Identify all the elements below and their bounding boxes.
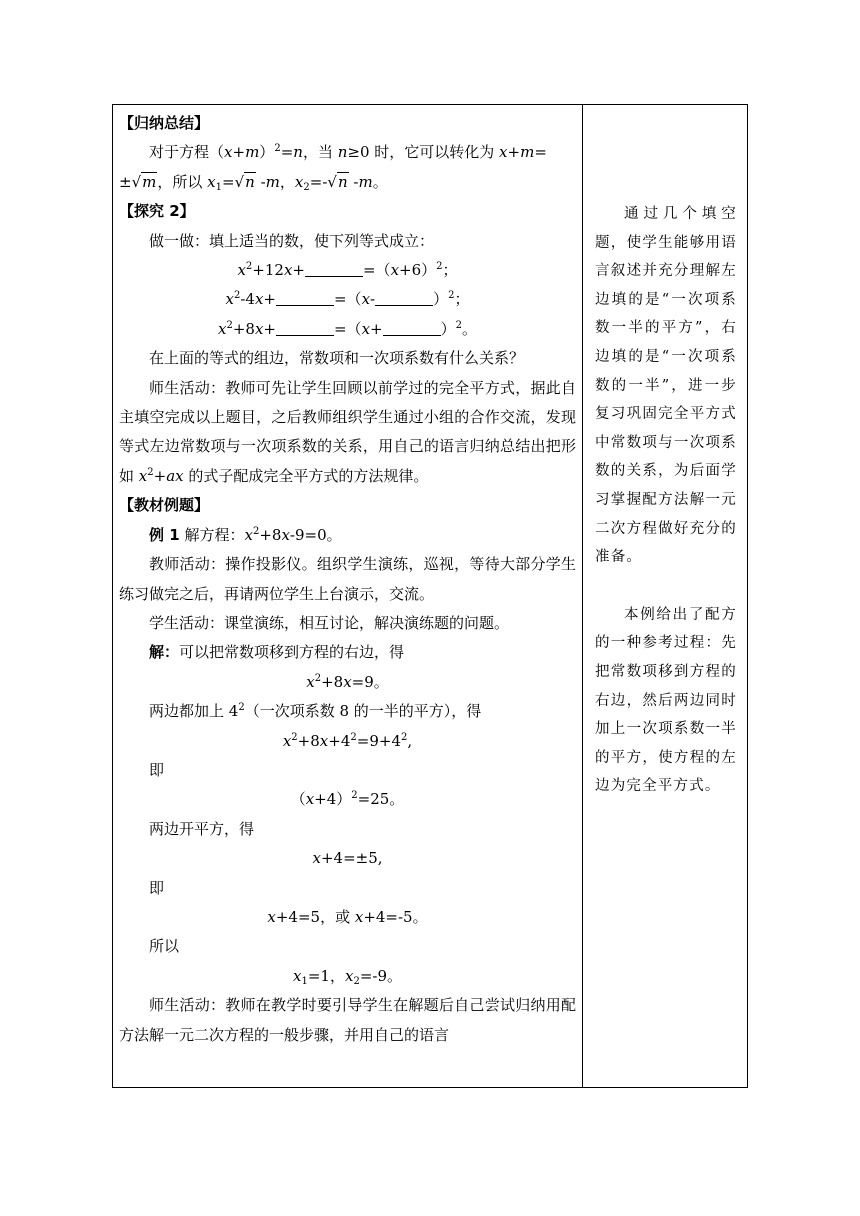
activity-paragraph: 师生活动：教师可先让学生回顾以前学过的完全平方式，据此自主填空完成以上题目，之后教师组织学生通过小组的合作交流，发现等式左边常数项与一次项系数的关系，用自己的语言归纳总结出把形如 $x^2+ax$ 的式子配成完全平方式的方法规律。 — [119, 378, 576, 485]
step-equation-5: x+4=5，或 x+4=-5。 — [267, 907, 428, 926]
step-add-text: 两边都加上 $4^2$（一次项系数 8 的一半的平方），得 — [149, 702, 482, 721]
equation-fill-1: $x^2+12x+ =(x+6)^2$； — [237, 261, 458, 280]
student-activity: 学生活动：课堂演练，相互讨论，解决演练题的问题。 — [149, 613, 510, 632]
summary-line-1: 对于方程$(x+m)^2=n$，当 n≥0 时，它可以转化为 x+m= — [149, 143, 547, 162]
step-equation-6: $x_1=1$，$x_2=-9$。 — [293, 966, 402, 987]
step-equation-4: x+4=±5, — [312, 849, 383, 868]
equation-fill-3: $x^2+8x+ =(x+ )^2$。 — [217, 319, 478, 338]
teacher-activity: 教师活动：操作投影仪。组织学生演练，巡视，等待大部分学生练习做完之后，再请两位学生上台演示，交流。 — [119, 555, 576, 603]
side-column — [583, 105, 747, 1087]
step-equation-1: $x^2+8x=9$。 — [306, 672, 389, 691]
side-note-2: 本例给出了配方的一种参考过程：先把常数项移到方程的右边，然后两边同时加上一次项系数一半的平方，使方程的左边为完全平方式。 — [595, 606, 737, 795]
ji-2: 即 — [149, 878, 165, 897]
heading-summary: 【归纳总结】 — [119, 114, 210, 132]
lesson-table — [112, 104, 748, 1088]
summary-line-2: ±√m，所以 $x_1=√n$ -m，$x_2=-√n$ -m。 — [119, 172, 388, 193]
solution-intro: 解：可以把常数项移到方程的右边，得 — [149, 643, 405, 662]
equation-fill-2: $x^2-4x+ =(x-$ ）$^2$； — [225, 290, 470, 309]
fill-intro: 做一做：填上适当的数，使下列等式成立： — [149, 231, 435, 250]
step-equation-2: $x^2+8x+4^2=9+4^2$, — [282, 731, 413, 750]
question-relation: 在上面的等式的组边，常数项和一次项系数有什么关系？ — [149, 349, 525, 368]
heading-explore: 【探究 2】 — [119, 202, 195, 221]
main-column — [113, 105, 583, 1087]
suoyi: 所以 — [149, 937, 180, 956]
heading-example: 【教材例题】 — [119, 496, 210, 515]
final-activity: 师生活动：教师在教学时要引导学生在解题后自己尝试归纳用配方法解一元二次方程的一般步骤，并用自己的语言 — [119, 996, 576, 1044]
ji-1: 即 — [149, 760, 165, 779]
side-note-1: 通过几个填空题，使学生能够用语言叙述并充分理解左边填的是“一次项系数一半的平方”，右边填的是“一次项系数的一半”，进一步复习巩固完全平方式中常数项与一次项系数的关系，为后面学习掌握配方法解一元二次方程做好充分的准备。 — [595, 206, 737, 566]
step-sqrt-text: 两边开平方，得 — [149, 819, 255, 838]
step-equation-3: $(x+4)^2=25$。 — [290, 790, 405, 809]
example-1: 例 1 解方程：$x^2+8x-9=0$。 — [149, 525, 342, 544]
